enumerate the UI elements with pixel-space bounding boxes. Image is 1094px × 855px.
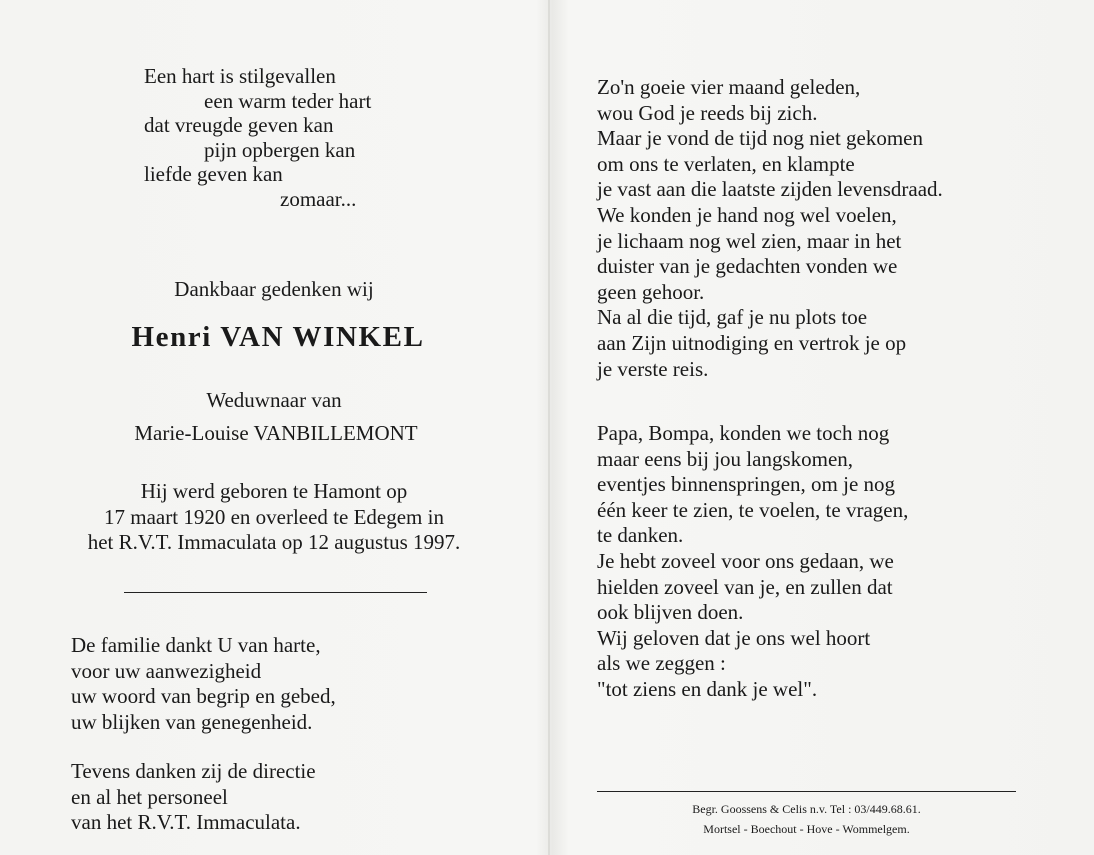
footer-line: Mortsel - Boechout - Hove - Wommelgem. bbox=[703, 822, 910, 836]
poem-line: pijn opbergen kan bbox=[204, 137, 356, 162]
stanza-line: als we zeggen : bbox=[597, 651, 726, 676]
stanza-line: Wij geloven dat je ons wel hoort bbox=[597, 625, 871, 650]
stanza-line: wou God je reeds bij zich. bbox=[597, 100, 818, 125]
staff-thanks-line: van het R.V.T. Immaculata. bbox=[71, 810, 301, 835]
stanza-line: om ons te verlaten, en klampte bbox=[597, 151, 855, 176]
stanza-line: We konden je hand nog wel voelen, bbox=[597, 202, 897, 227]
family-thanks bbox=[71, 633, 336, 735]
stanza-line: ook blijven doen. bbox=[597, 600, 744, 625]
widower-label: Weduwnaar van bbox=[206, 388, 342, 412]
stanza-line: maar eens bij jou langskomen, bbox=[597, 446, 854, 471]
staff-thanks-line: en al het personeel bbox=[71, 784, 228, 809]
bio-line: het R.V.T. Immaculata op 12 augustus 1997. bbox=[87, 530, 461, 555]
footer-separator bbox=[597, 791, 1016, 792]
stanza-one bbox=[597, 75, 943, 382]
spouse-name: Marie-Louise VANBILLEMONT bbox=[134, 421, 418, 445]
stanza-line: je vast aan die laatste zijden levensdraad. bbox=[597, 177, 943, 202]
stanza-line: één keer te zien, te voelen, te vragen, bbox=[597, 497, 909, 522]
bio-line: 17 maart 1920 en overleed te Edegem in bbox=[104, 504, 444, 529]
separator-line bbox=[124, 592, 427, 593]
poem-line: zomaar... bbox=[280, 186, 357, 211]
stanza-line: te danken. bbox=[597, 523, 684, 548]
stanza-line: hielden zoveel van je, en zullen dat bbox=[597, 574, 893, 599]
staff-thanks bbox=[71, 759, 316, 836]
poem-line: dat vreugde geven kan bbox=[144, 113, 334, 137]
funeral-home-footer bbox=[597, 799, 1016, 839]
stanza-line: Je hebt zoveel voor ons gedaan, we bbox=[597, 548, 894, 573]
stanza-line: duister van je gedachten vonden we bbox=[597, 254, 898, 279]
footer-line: Begr. Goossens & Celis n.v. Tel : 03/449.68.61. bbox=[692, 802, 921, 816]
stanza-line: geen gehoor. bbox=[597, 279, 705, 304]
stanza-line: je verste reis. bbox=[597, 356, 709, 381]
deceased-name: Henri VAN WINKEL bbox=[131, 321, 425, 353]
stanza-line: "tot ziens en dank je wel". bbox=[597, 676, 818, 701]
stanza-two bbox=[597, 421, 908, 703]
poem-line: liefde geven kan bbox=[144, 162, 283, 186]
thanks-line: uw blijken van genegenheid. bbox=[71, 709, 313, 734]
stanza-line: Zo'n goeie vier maand geleden, bbox=[597, 75, 861, 99]
staff-thanks-line: Tevens danken zij de directie bbox=[71, 759, 316, 783]
stanza-line: je lichaam nog wel zien, maar in het bbox=[597, 228, 902, 253]
poem-line: een warm teder hart bbox=[204, 88, 372, 113]
biography bbox=[0, 479, 548, 556]
thanks-line: uw woord van begrip en gebed, bbox=[71, 684, 336, 709]
stanza-line: Na al die tijd, gaf je nu plots toe bbox=[597, 305, 868, 330]
poem-line: Een hart is stilgevallen bbox=[144, 64, 336, 88]
stanza-line: Maar je vond de tijd nog niet gekomen bbox=[597, 126, 924, 151]
stanza-line: Papa, Bompa, konden we toch nog bbox=[597, 421, 890, 445]
thanks-line: De familie dankt U van harte, bbox=[71, 633, 321, 657]
thanks-line: voor uw aanwezigheid bbox=[71, 658, 262, 683]
stanza-line: aan Zijn uitnodiging en vertrok je op bbox=[597, 330, 907, 355]
intro-text: Dankbaar gedenken wij bbox=[174, 277, 374, 301]
bio-line: Hij werd geboren te Hamont op bbox=[140, 479, 408, 503]
stanza-line: eventjes binnenspringen, om je nog bbox=[597, 472, 896, 497]
